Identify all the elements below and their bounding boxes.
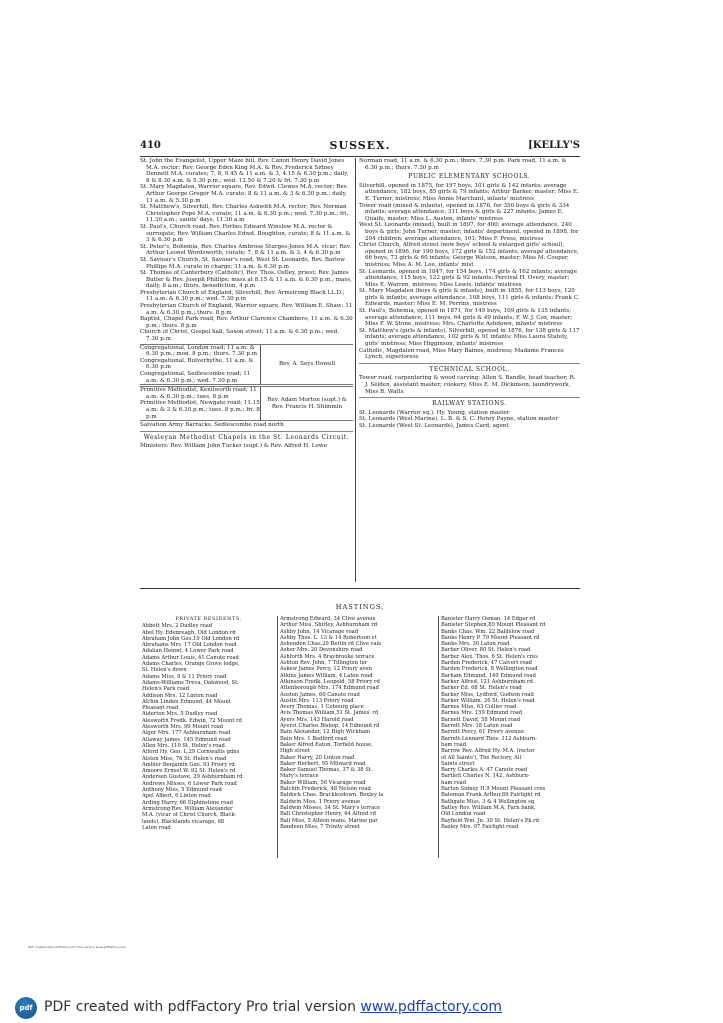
resident-entry: Alger Mrs. 177 Ashburnham road (142, 730, 231, 737)
resident-entry: Barker William, 26 St. Helen's road (441, 697, 535, 704)
resident-entry: Bazley Mrs. 97 Fairlight road (441, 823, 519, 830)
resident-entry: Bartlett Charles N. 142, Ashburn- (441, 773, 530, 780)
railway-list (359, 410, 580, 430)
divider (359, 397, 580, 398)
resident-entry: Austin Mrs. 113 Priory road (280, 697, 354, 704)
resident-entry: ham road (441, 779, 467, 786)
resident-entry: Banister Harry Osman, 14 Edgar rd (441, 616, 536, 622)
resident-entry: Baker Alfred Eaton, Torfield house, (280, 741, 373, 748)
group-items (140, 345, 261, 385)
church-entry: St. Matthew's, Silverhill, Rev. Charles Askwith M.A. rector; Rev. Norman Christopher Pope M.A. curate; 11 a.m. & 6.30 p.m.; wed. 7.30 p.m.; fri. 11.30 a.m.; saints' days, 11.30 a.m (140, 204, 349, 224)
resident-entry: Pleasant road (142, 705, 179, 712)
resident-entry: Adams-Williams Treva, Oakwood, St. (142, 679, 239, 686)
resident-entry: Baker Samuel Thomas, 37 & 38 St. (280, 767, 373, 774)
resident-entry: Anthony Miss, 5 Edmund road (142, 787, 222, 794)
resident-entry: Laton road (142, 824, 171, 831)
church-entry: Baptist, Chapel Park road, Rev. Arthur Clarence Chambers; 11 a.m. & 6.30 p.m.; thurs. 8 p.m (140, 316, 353, 329)
resident-entry: Balchin Frederick, 48 Nelson road (280, 786, 371, 793)
resident-entry: Barton Sidney H.9 Mount Pleasant cres (441, 786, 546, 793)
resident-entry: Ashby John, 14 Vicarage road (280, 628, 359, 635)
resident-entry: Baker Herbert, 95 Milward road (280, 760, 366, 767)
page-header (140, 140, 580, 154)
church-entry: Church of Christ, Gospel hall, Saxon street; 11 a.m. & 6.30 p.m.; wed. 7.30 p.m (140, 329, 339, 343)
directory-column-3 (438, 616, 580, 858)
resident-entry: Barry Charles A. 47 Canute road (441, 767, 528, 774)
resident-entry: Alesworth Mrs. 90 Mount road (142, 724, 224, 731)
school-entry: Silverhill, opened in 1875, for 197 boys, 101 girls & 142 infants; average attendance, 182 boys, 85 girls & 79 infants; Arthur Barker, master; Miss E. E. Turner, mistress; Miss Annie Marchant, infants' mistress (359, 182, 579, 202)
resident-entry: Banks Henry P. 79 Mount Pleasant rd (441, 634, 540, 641)
resident-entry: Baldwin Miss, 1 Priory avenue (280, 798, 361, 805)
resident-entry: Helen's Park road (142, 686, 190, 693)
section-rule (140, 588, 580, 589)
resident-entry: Bain Alexander, 12 High Wickham (280, 729, 371, 736)
resident-entry: Abrahams Mrs. 17 Old London road (142, 642, 237, 649)
page-number: 410 (140, 140, 161, 151)
resident-entry: Alston Miss, 76 St. Helen's road (142, 755, 227, 762)
resident-entry: Bandeen Miss, 7 Trinity street (280, 823, 360, 830)
resident-entry: Barker Ed. 68 St. Helen's road (441, 685, 522, 692)
church-entry: Presbyterian Church of England, Silverhill, Rev. Armstrong Black LL.D.; 11 a.m. & 6.30 p.m.; wed. 7.30 p.m (140, 289, 345, 303)
norman-park-services: Norman road, 11 a.m. & 6.30 p.m.; thurs. 7.30 p.m. Park road, 11 a.m. & 6.30 p.m.; thurs. 7.30 p.m (359, 158, 567, 171)
school-entry: St. Paul's, Bohemia, opened in 1871, for 149 boys, 109 girls & 135 infants; average attendance, 111 boys, 64 girls & 49 infants; F. W. J. Cox, master; Miss F. W. Stone, mistress; Mrs. Charlotte Ashdown, infants' mistress (359, 308, 573, 328)
column-divider (355, 158, 356, 582)
resident-entry: Bathgate Miss, 3 & 4 Wellington sq (441, 798, 535, 805)
group-entry: Primitive Methodist, Newgate road; 11.15 a.m. & 3 & 6.30 p.m.; tues. 8 p.m.; fri. 8 p.m (140, 400, 260, 420)
group-entry: Congregational, London road; 11 a.m. & 6.30 p.m.; mon. 8 p.m.; thurs. 7.30 p.m (140, 344, 258, 358)
congregational-group (140, 344, 353, 386)
resident-entry: Barker Miss, Lydford, Godwin road (441, 691, 534, 698)
resident-entry: Ball Miss, 5 Albion mans. Marine par (280, 817, 378, 824)
resident-entry: Barber Oliver, 80 St. Helen's road (441, 647, 531, 654)
station-entry: St. Leonards (West St. Leonards), James Card, agent (359, 422, 509, 429)
resident-entry: Banks Chas. Wm. 22 Baldslow road (441, 628, 535, 635)
group-minister: Rev. Adam Morton (supt.) & Rev. Francis H. Shimmin (267, 397, 347, 410)
resident-entry: Arthur Miss, Shirley, Ashburnham rd (280, 622, 378, 629)
group-entry: Primitive Methodist, Kenilworth road; 11 a.m. & 6.30 p.m.; tues. 8 p.m (140, 387, 257, 400)
school-entry: Tower road (mixed & infants), opened in 1876, for 350 boys & girls & 334 infants; average attendance, 311 boys & girls & 227 infants; James E. Quaife, master; Miss L. Austen, infants' mistress (359, 202, 570, 222)
school-entry: West St. Leonards (mixed), built in 1897, for 400; average attendance, 240 boys & girls; John Turner, master; infants' department, opened in 1898, for 294 children; average attendance, 101; Miss F. Press, mistress (359, 222, 579, 242)
group-minister: Rev. A. Seys Howell (278, 361, 336, 368)
station-entry: St. Leonards (West Marina), L. B. & S. C. Henry Payne, station master (359, 416, 559, 423)
resident-entry: Baldock Chas. Bracklesdown, Bexley la (280, 792, 384, 799)
resident-entry: Alderton Mrs. 5 Dudley road (142, 711, 218, 718)
resident-entry: Alford Hy. Geo. L.29 Cornwallis gdns (142, 749, 240, 756)
resident-entry: Addison Mrs. 12 Linton road (142, 692, 218, 699)
banner-text (44, 999, 502, 1015)
resident-entry: Old London road (441, 811, 486, 818)
resident-entry: of All Saints'), The Rectory, All (441, 754, 522, 761)
resident-entry: Asher Mrs. 20 Devonshire road (280, 647, 363, 654)
resident-entry: Ashforth Mrs. 4 Braybrooke terrace (280, 653, 375, 660)
church-list (140, 158, 353, 343)
divider (140, 431, 353, 432)
technical-heading: TECHNICAL SCHOOL. (429, 365, 510, 373)
resident-entry: Barden Frederick, 8 Wellington road (441, 666, 538, 673)
resident-entry: Baldwin Misses, 34 St. Mary's terrace (280, 804, 381, 811)
school-list (359, 183, 580, 361)
resident-entry: Batley Rev. William M.A. Farn bank, (441, 804, 536, 811)
residents-directory (140, 616, 580, 858)
wesleyan-heading: Wesleyan Methodist Chapels in the St. Leonards Circuit. (143, 433, 350, 441)
left-column (140, 158, 353, 450)
county-title: SUSSEX. (329, 139, 391, 152)
church-entry: St. Saviour's Church, St. Saviour's road, West St. Leonards, Rev. Barlow Phillips M.A. curate in charge; 11 a.m. & 6.30 p.m (140, 256, 345, 270)
resident-entry: Attenborough Mrs. 174 Edmund road (280, 685, 379, 692)
church-entry: St. Paul's, Church road, Rev. Forbes Edward Winslow M.A. rector & surrogate; Rev. William Charles Edwd. Boughton, curate; 8 & 11 a.m. & 3 & 6.30 p.m (140, 223, 351, 244)
resident-entry: Ashton Rev. John, 7 Tillington ter (280, 660, 368, 667)
resident-entry: Andersen Gustave, 29 Ashburnham rd (142, 774, 243, 781)
resident-entry: Banks Mrs. 30 Laton road (441, 641, 510, 648)
resident-entry: Armstrong Edward, 34 Clive avenue (280, 616, 376, 622)
small-pdf-credit: PDF created with pdfFactory Pro trial version www.pdffactory.com (28, 945, 127, 949)
church-entry: St. Peter's, Bohemia, Rev. Charles Ambrose Sturges-Jones M.A. vicar; Rev. Arthur Leonel Wordsworth, curate; 7, 8 & 11 a.m. & 3, 4 & 6.30 p.m (140, 243, 352, 257)
private-residents-heading: PRIVATE RESIDENTS. (175, 616, 242, 622)
resident-entry: Ashenden Chas.29 Berlin rd Clive vale (280, 641, 382, 648)
school-entry: St. Matthew's (girls & infants), Silverhill, opened in 1876, for 138 girls & 117 infants; average attendance, 102 girls & 91 infants; Miss Laura Stately, girls' mistress; Miss Higginson, infants' mistress (359, 327, 580, 348)
resident-entry: Barrett Mrs. 18 Laton road (441, 723, 513, 730)
resident-entry: Atkinson Fredk. Leopold, 58 Priory rd (280, 678, 380, 685)
resident-entry: Baker Harry, 20 Linton road (280, 754, 355, 761)
right-column (359, 158, 580, 430)
directory-column-2 (277, 616, 438, 858)
pdffactory-link[interactable]: www.pdffactory.com (360, 999, 503, 1015)
school-entry: Christ Church, Alfred street (now boys' school & enlarged girls' school), opened in 1896, for 190 boys, 172 girls & 152 infants; average attendance, 66 boys, 73 girls & 60 infants; George Watson, master; Miss M. Cooper, mistress; Miss A. M. Lee, infants' mist (359, 242, 579, 268)
resident-entry: Arding Harry, 66 Elphinstone road (142, 799, 233, 806)
resident-entry: Bateman Frank Arthur,89 Fairlight rd (441, 792, 541, 799)
pdf-icon: pdf (15, 997, 37, 1019)
salvation-army: Salvation Army Barracks, Sedlescombe road north (140, 422, 284, 429)
resident-entry: Adams Arthur Louis, 41 Canute road (142, 654, 239, 661)
resident-entry: Allaway James, 145 Edmund road (142, 736, 231, 743)
resident-entry: Allen Mrs. 110 St. Helen's road (142, 742, 225, 749)
railway-heading: RAILWAY STATIONS. (432, 400, 507, 408)
public-schools-heading: PUBLIC ELEMENTARY SCHOOLS. (408, 173, 531, 181)
school-entry: St. Leonards, opened in 1847, for 154 boys, 174 girls & 162 infants; average attendance, 115 boys, 122 girls & 92 infants; Percival H. Overy, master; Miss E. Warren, mistress; Miss Lewis, infants' mistress (359, 268, 578, 288)
resident-entry: Ayers Mrs. 143 Harold road (280, 716, 354, 723)
directory-column-1 (140, 616, 277, 858)
town-heading: HASTINGS. (335, 603, 385, 611)
divider (359, 363, 580, 364)
resident-entry: Barham Edmund, 140 Edmund road (441, 672, 536, 679)
resident-entry: Avis Thomas William,51 St. James' rd (280, 710, 379, 717)
primitive-methodist-group (140, 386, 353, 421)
resident-entry: High street (280, 748, 310, 755)
church-entry: St. John the Evangelist, Upper Maze hill, Rev. Canon Henry David Jones M.A. rector; Rev. George Eden King M.A. & Rev. Frederick Sidney Dennett M.A. curates; 7, 8, 9.45 & 11 a.m. & 3, 4.15 & 6.30 p.m.; daily, 8 & 8.30 a.m. & 5.30 p.m.; wed. 12.50 & 7.20 & fri. 7.30 p.m (140, 158, 349, 184)
resident-entry: Barnes Mrs. 159 Edmund road (441, 710, 523, 717)
school-entry: Catholic, Magdalen road, Miss Mary Baines, mistress; Madame Frances Lynch, superioress (359, 347, 564, 361)
resident-entry: Abel Hy. Edenreagh, Old London rd (142, 629, 236, 636)
resident-entry: Austen James, 60 Canute road (280, 691, 360, 698)
directory-entries (441, 616, 578, 830)
resident-entry: Alesworth Fredk. Edwin, 72 Mount rd (142, 717, 242, 724)
resident-entry: Apel Albert, 6 Linton road (142, 793, 211, 800)
resident-entry: Ashby Thos. L. 13 & 14 Robertson st (280, 634, 377, 641)
school-entry: St. Mary Magdalen (boys & girls & infants), built in 1855, for 113 boys, 120 girls & infants; average attendance, 108 boys, 111 girls & infants; Frank C. Edwards, master; Miss E. M. Perrins, mistress (359, 288, 580, 308)
group-items (140, 387, 261, 420)
resident-entry: Atkins James William, 4 Laton road (280, 672, 373, 679)
group-entry: Congregational, Sedlescombe road; 11 a.m. & 6.30 p.m.; wed. 7.30 p.m (140, 371, 251, 384)
resident-entry: Abraham John Geo.19 Old London rd (142, 635, 240, 642)
resident-entry: M.A. (vicar of Christ Church, Black- (142, 812, 237, 819)
resident-entry: Baker William, 56 Vicarage road (280, 779, 366, 786)
resident-entry: lands), Blacklands vicarage, 88 (142, 818, 225, 825)
resident-entry: Armstrong Rev. William Alexander (142, 805, 233, 812)
resident-entry: Adams Miss, 9 & 11 Priory road (142, 673, 227, 680)
header-rule (140, 156, 580, 157)
church-entry: Presbyterian Church of England, Warrior square, Rev. William E. Shaw; 11 a.m. & 6.30 p.m.; thurs. 8 p.m (140, 303, 353, 316)
resident-entry: Ball Christopher Henry, 44 Alfred rd (280, 811, 376, 818)
publisher-mark: [KELLY'S (528, 140, 580, 151)
resident-entry: Barnett David, 58 Mount road (441, 716, 521, 723)
resident-entry: Barrett Percy, 61 Priory avenue (441, 729, 524, 736)
resident-entry: Adams Charles, Orange Grove lodge, (142, 661, 240, 668)
resident-entry: ham road (441, 741, 467, 748)
resident-entry: Bayfield Wm. Jn. 30 St. Helen's Pk.rd (441, 817, 539, 824)
group-entry: Congregational, Bulverhythe, 11 a.m. & 6.30 p.m (140, 357, 254, 371)
resident-entry: Amoore Ernest W. 92 St. Helen's rd (142, 768, 236, 775)
technical-school: Tower road, carpentering & wood carving: Allen S. Bandle, head teacher; R. J. Selden, assistant master; cookery, Miss E. M. Dickinson; laundrywork, Miss B. Watts (359, 375, 576, 395)
banner-message: PDF created with pdfFactory Pro trial version (44, 999, 361, 1015)
resident-entry: Barrow Rev. Alfred Hy. M.A. (rector (441, 748, 535, 755)
resident-entry: Barrett-Lennard Thos. 112 Ashburn- (441, 735, 538, 742)
resident-entry: Mary's terrace (280, 773, 319, 780)
station-entry: St. Leonards (Warrior sq.), Hy. Young, station master (359, 409, 510, 416)
resident-entry: Barker Alfred, 121 Ashburnham rd (441, 678, 533, 685)
resident-entry: Barber Alex. Thos. 6 St. Helen's cres (441, 653, 538, 660)
resident-entry: Ayerst Charles Bishop, 14 Edmund rd (280, 723, 380, 730)
resident-entry: Abbott Mrs. 2 Dudley road (142, 623, 213, 630)
resident-entry: Askew James Percy, 12 Priory aven (280, 666, 372, 673)
resident-entry: Andrews Misses, 6 Lower Park road (142, 780, 237, 787)
wesleyan-ministers: Ministers: Rev. William John Tucker (supt.) & Rev. Alfred H. Lowe (140, 443, 327, 450)
resident-entry: Barden Frederick, 47 Calvert road (441, 660, 532, 667)
resident-entry: Banister Stephen,89 Mount Pleasant rd (441, 622, 546, 629)
resident-entry: Saints street (441, 760, 475, 767)
resident-entry: Adalian Hemnt, 4 Lower Park road (142, 648, 234, 655)
resident-entry: Avery Thomas, 1 Cobourg place (280, 704, 364, 711)
resident-entry: St. Helen's down (142, 667, 187, 674)
pdf-banner (0, 988, 723, 1023)
resident-entry: Barnes Miss, 63 Collier road (441, 704, 517, 711)
directory-entries (142, 623, 275, 831)
church-entry: St. Thomas of Canterbury (Catholic), Rev. Thos. Ostley, priest; Rev. James Butler & Rev. Joseph Phillips; mass at 8.15 & 11 a.m. & 6.30 p.m.; mass, daily, 8 a.m.; thurs. benediction, 4 p.m (140, 270, 352, 290)
church-entry: St. Mary Magdalen, Warrior square, Rev. Edwd. Clowes M.A. rector; Rev. Arthur George Gregor M.A. curate; 8 & 11 a.m. & 3 & 6.30 p.m.; daily, 11 a.m. & 5.30 p.m (140, 184, 348, 204)
resident-entry: Ambler Benjamin Geo. 93 Priory rd (142, 761, 235, 768)
directory-entries (280, 616, 436, 830)
resident-entry: Bain Mrs. 1 Bedford road (280, 735, 347, 742)
resident-entry: Alchin Linden Edmund, 44 Mount (142, 698, 231, 705)
